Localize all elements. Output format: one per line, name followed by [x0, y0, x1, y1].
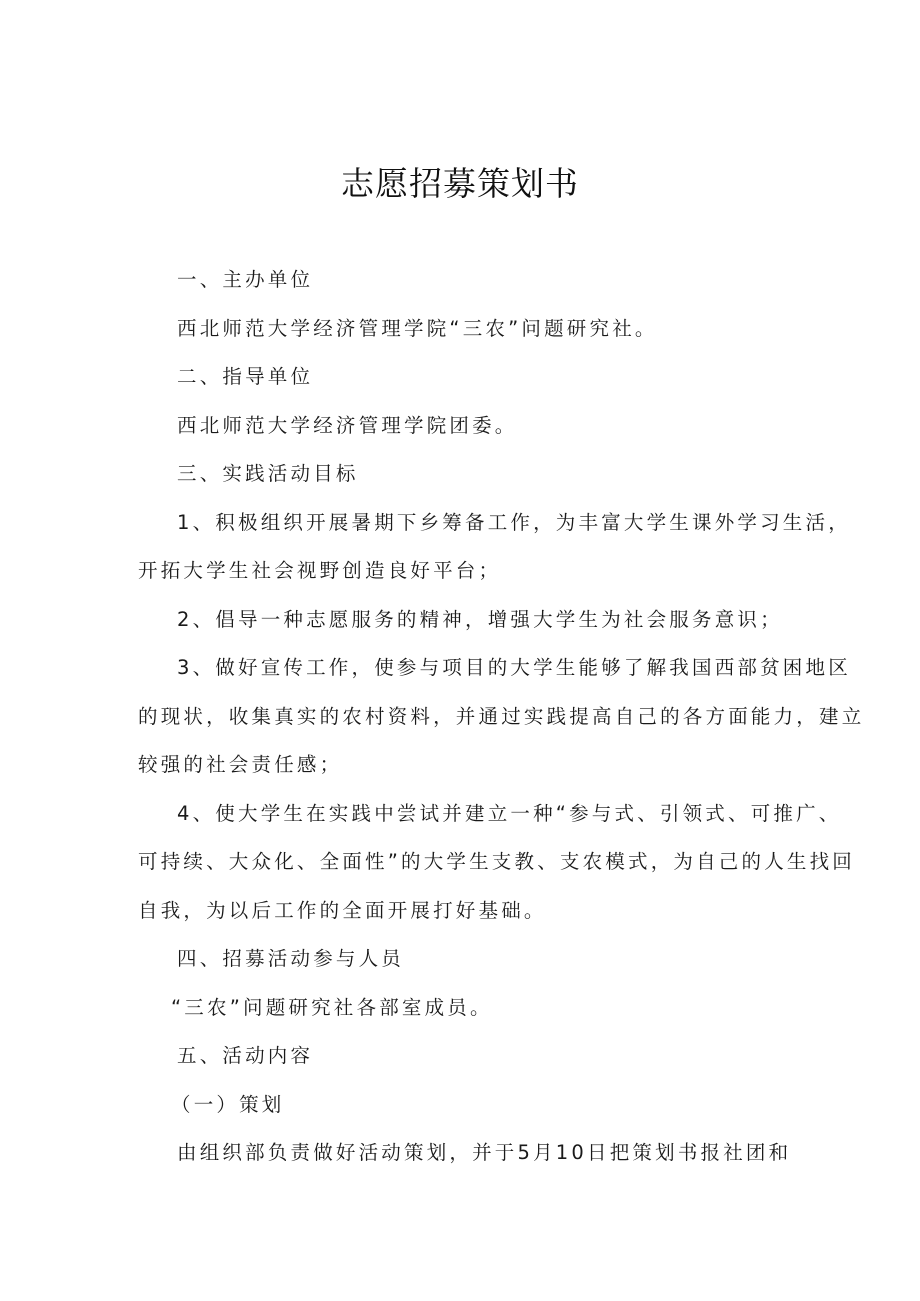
section-heading-goals: 三、实践活动目标	[177, 462, 359, 485]
goal-4-line-3: 自我，为以后工作的全面开展打好基础。	[138, 898, 547, 922]
section-heading-participants: 四、招募活动参与人员	[177, 947, 405, 970]
document-title: 志愿招募策划书	[341, 164, 579, 203]
section-heading-content: 五、活动内容	[177, 1044, 314, 1067]
goal-4-line-2: 可持续、大众化、全面性”的大学生支教、支农模式，为自己的人生找回	[138, 850, 856, 873]
goal-4-line-1: 4、使大学生在实践中尝试并建立一种“参与式、引领式、可推广、	[177, 801, 842, 825]
paragraph-guidance: 西北师范大学经济管理学院团委。	[177, 413, 518, 437]
goal-2-line-1: 2、倡导一种志愿服务的精神，增强大学生为社会服务意识；	[177, 607, 783, 631]
goal-3-line-2: 的现状，收集真实的农村资料，并通过实践提高自己的各方面能力，建立	[138, 704, 865, 728]
goal-1-line-2: 开拓大学生社会视野创造良好平台；	[138, 559, 502, 582]
section-heading-guidance: 二、指导单位	[177, 365, 314, 388]
goal-1-line-1: 1、积极组织开展暑期下乡筹备工作，为丰富大学生课外学习生活，	[177, 510, 851, 534]
paragraph-organizer: 西北师范大学经济管理学院“三农”问题研究社。	[177, 316, 658, 340]
paragraph-participants: “三农”问题研究社各部室成员。	[171, 995, 493, 1019]
document-body	[138, 256, 865, 1178]
goal-3-line-1: 3、做好宣传工作，使参与项目的大学生能够了解我国西部贫困地区	[177, 656, 851, 679]
section-heading-organizer: 一、主办单位	[177, 268, 314, 291]
goal-3-line-3: 较强的社会责任感；	[138, 753, 343, 776]
subsection-heading-planning: （一）策划	[171, 1092, 285, 1116]
paragraph-planning: 由组织部负责做好活动策划，并于5月10日把策划书报社团和	[177, 1141, 792, 1164]
